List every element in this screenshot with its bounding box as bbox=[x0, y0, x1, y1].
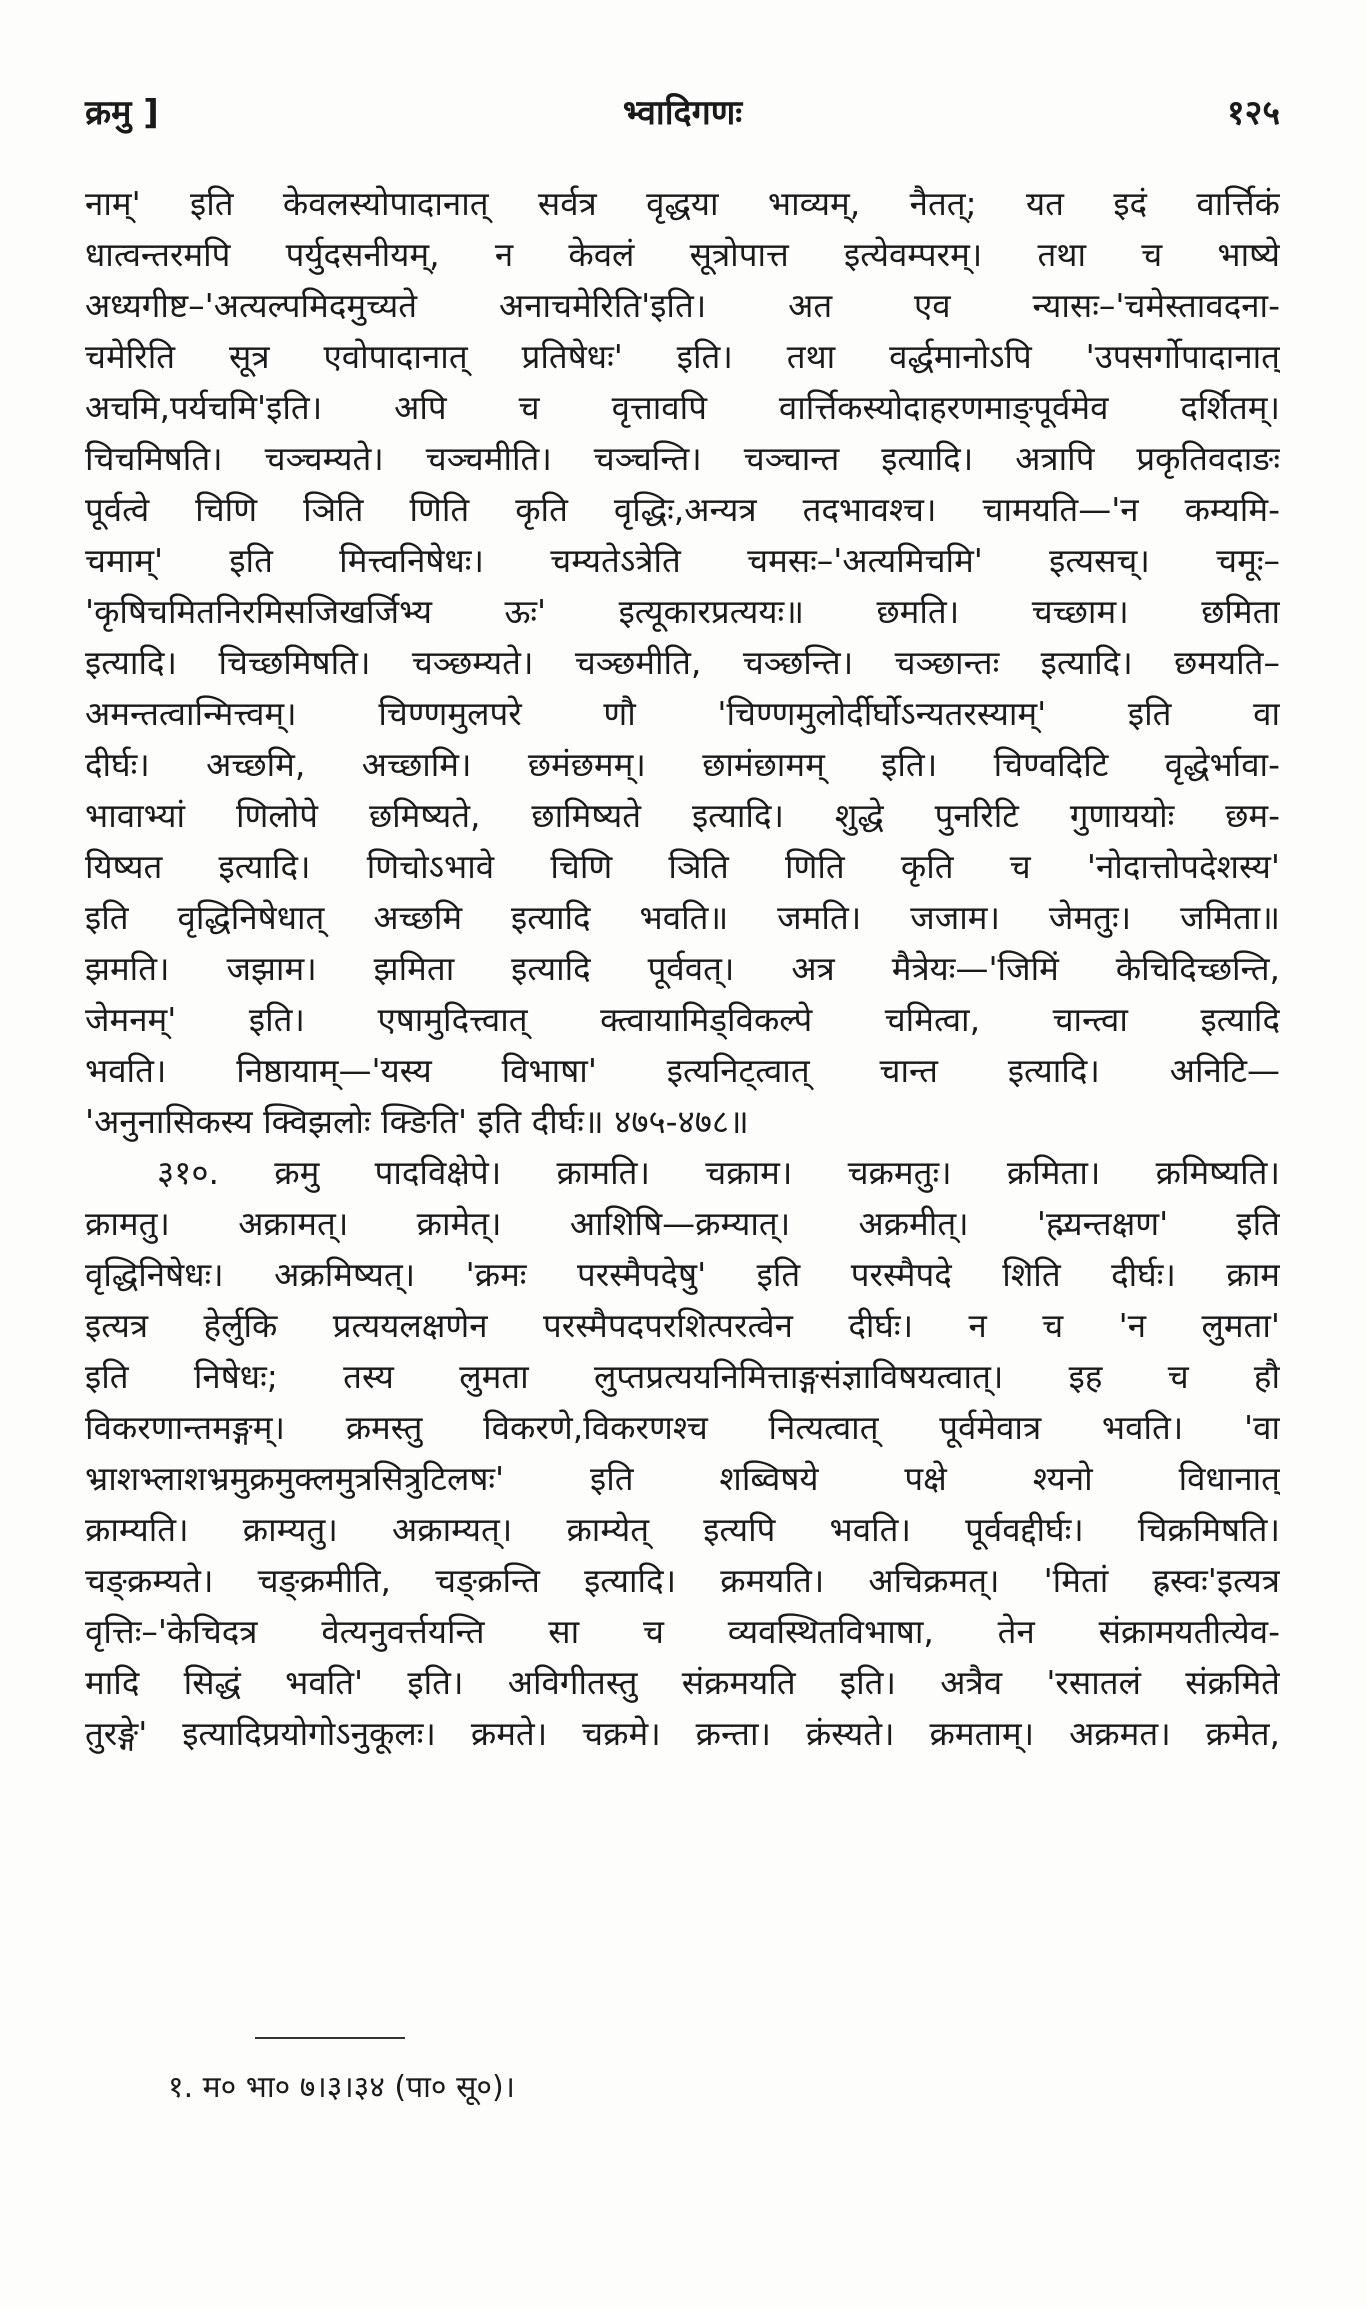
text-line: वृत्तिः–'केचिदत्र वेत्यनुवर्त्तयन्ति सा च व्यवस्थितविभाषा, तेन संक्रामयतीत्येव- bbox=[85, 1612, 1280, 1651]
text-line: भ्राशभ्लाशभ्रमुक्रमुक्लमुत्रसित्रुटिलषः' इति शब्विषये पक्षे श्यनो विधानात् bbox=[85, 1459, 1280, 1498]
text-line: 'कृषिचमितनिरमिसजिखर्जिभ्य ऊः' इत्यूकारप्रत्ययः॥ छमति। चच्छाम। छमिता bbox=[85, 592, 1280, 631]
text-line: इति वृद्धिनिषेधात् अच्छमि इत्यादि भवति॥ जमति। जजाम। जेमतुः। जमिता॥ bbox=[85, 898, 1280, 937]
text-line: मादि सिद्धं भवति' इति। अविगीतस्तु संक्रमयति इति। अत्रैव 'रसातलं संक्रमिते bbox=[85, 1663, 1280, 1702]
text-line: यिष्यत इत्यादि। णिचोऽभावे चिणि ञिति णिति कृति च 'नोदात्तोपदेशस्य' bbox=[85, 847, 1280, 886]
text-line: अचमि,पर्यचमि'इति। अपि च वृत्तावपि वार्त्तिकस्योदाहरणमाङ्पूर्वमेव दर्शितम्। bbox=[85, 388, 1280, 427]
text-line: पूर्वत्वे चिणि ञिति णिति कृति वृद्धिः,अन्यत्र तदभावश्च। चामयति—'न कम्यमि- bbox=[85, 490, 1280, 529]
text-line: वृद्धिनिषेधः। अक्रमिष्यत्। 'क्रमः परस्मैपदेषु' इति परस्मैपदे शिति दीर्घः। क्राम bbox=[85, 1255, 1280, 1294]
running-header bbox=[85, 88, 1280, 148]
paragraph-start-line: ३१०. क्रमु पादविक्षेपे। क्रामति। चक्राम। चक्रमतुः। क्रमिता। क्रमिष्यति। bbox=[157, 1153, 1280, 1192]
text-line: विकरणान्तमङ्गम्। क्रमस्तु विकरणे,विकरणश्च नित्यत्वात् पूर्वमेवात्र भवति। 'वा bbox=[85, 1408, 1280, 1447]
text-line: अमन्तत्वान्मित्त्वम्। चिण्णमुलपरे णौ 'चिण्णमुलोर्दीर्घोऽन्यतरस्याम्' इति वा bbox=[85, 694, 1280, 733]
text-line: तुरङ्गे' इत्यादिप्रयोगोऽनुकूलः। क्रमते। चक्रमे। क्रन्ता। क्रंस्यते। क्रमताम्। अक्रमत। क्रमेत, bbox=[85, 1714, 1280, 1753]
text-line: भवति। निष्ठायाम्—'यस्य विभाषा' इत्यनिट्त्वात् चान्त इत्यादि। अनिटि— bbox=[85, 1051, 1280, 1090]
text-line: अध्यगीष्ट–'अत्यल्पमिदमुच्यते अनाचमेरिति'इति। अत एव न्यासः–'चमेस्तावदना- bbox=[85, 286, 1280, 325]
text-line: इति निषेधः; तस्य लुमता लुप्तप्रत्ययनिमित्ताङ्गसंज्ञाविषयत्वात्। इह च हौ bbox=[85, 1357, 1280, 1396]
text-line: नाम्' इति केवलस्योपादानात् सर्वत्र वृद्धया भाव्यम्, नैतत्; यत इदं वार्त्तिकं bbox=[85, 184, 1280, 223]
text-line: दीर्घः। अच्छमि, अच्छामि। छमंछमम्। छामंछामम् इति। चिण्वदिटि वृद्धेर्भावा- bbox=[85, 745, 1280, 784]
text-line: जेमनम्' इति। एषामुदित्त्वात् क्त्वायामिड्विकल्पे चमित्वा, चान्त्वा इत्यादि bbox=[85, 1000, 1280, 1039]
footnote: १. म० भा० ७।३।३४ (पा० सू०)। bbox=[168, 2070, 516, 2105]
text-line: चमाम्' इति मित्त्वनिषेधः। चम्यतेऽत्रेति चमसः–'अत्यमिचमि' इत्यसच्। चमूः– bbox=[85, 541, 1280, 580]
text-line: चङ्क्रम्यते। चङ्क्रमीति, चङ्क्रन्ति इत्यादि। क्रमयति। अचिक्रमत्। 'मितां ह्रस्वः'इत्यत्र bbox=[85, 1561, 1280, 1600]
text-line: क्रामतु। अक्रामत्। क्रामेत्। आशिषि—क्रम्यात्। अक्रमीत्। 'ह्म्यन्तक्षण' इति bbox=[85, 1204, 1280, 1243]
text-line: झमति। जझाम। झमिता इत्यादि पूर्ववत्। अत्र मैत्रेयः—'जिमिं केचिदिच्छन्ति, bbox=[85, 949, 1280, 988]
text-line: भावाभ्यां णिलोपे छमिष्यते, छामिष्यते इत्यादि। शुद्धे पुनरिटि गुणाययोः छम- bbox=[85, 796, 1280, 835]
header-title: भ्वादिगणः bbox=[622, 93, 743, 133]
text-line: चमेरिति सूत्र एवोपादानात् प्रतिषेधः' इति। तथा वर्द्धमानोऽपि 'उपसर्गोपादानात् bbox=[85, 337, 1280, 376]
body-text bbox=[85, 178, 1280, 1759]
text-line: चिचमिषति। चञ्चम्यते। चञ्चमीति। चञ्चन्ति। चञ्चान्त इत्यादि। अत्रापि प्रकृतिवदाङः bbox=[85, 439, 1280, 478]
text-line: इत्यत्र हेर्लुकि प्रत्ययलक्षणेन परस्मैपदपरशित्परत्वेन दीर्घः। न च 'न लुमता' bbox=[85, 1306, 1280, 1345]
text-line: क्राम्यति। क्राम्यतु। अक्राम्यत्। क्राम्येत् इत्यपि भवति। पूर्ववद्दीर्घः। चिक्रमिषति। bbox=[85, 1510, 1280, 1549]
page-number: १२५ bbox=[1226, 93, 1280, 133]
header-left: क्रमु ] bbox=[85, 93, 159, 133]
text-line: 'अनुनासिकस्य क्विझलोः क्ङिति' इति दीर्घः॥ ४७५-४७८॥ bbox=[85, 1102, 749, 1141]
footnote-divider bbox=[255, 2037, 405, 2039]
text-line: धात्वन्तरमपि पर्युदसनीयम्, न केवलं सूत्रोपात्त इत्येवम्परम्। तथा च भाष्ये bbox=[85, 235, 1280, 274]
text-line: इत्यादि। चिच्छमिषति। चञ्छम्यते। चञ्छमीति, चञ्छन्ति। चञ्छान्तः इत्यादि। छमयति– bbox=[85, 643, 1280, 682]
